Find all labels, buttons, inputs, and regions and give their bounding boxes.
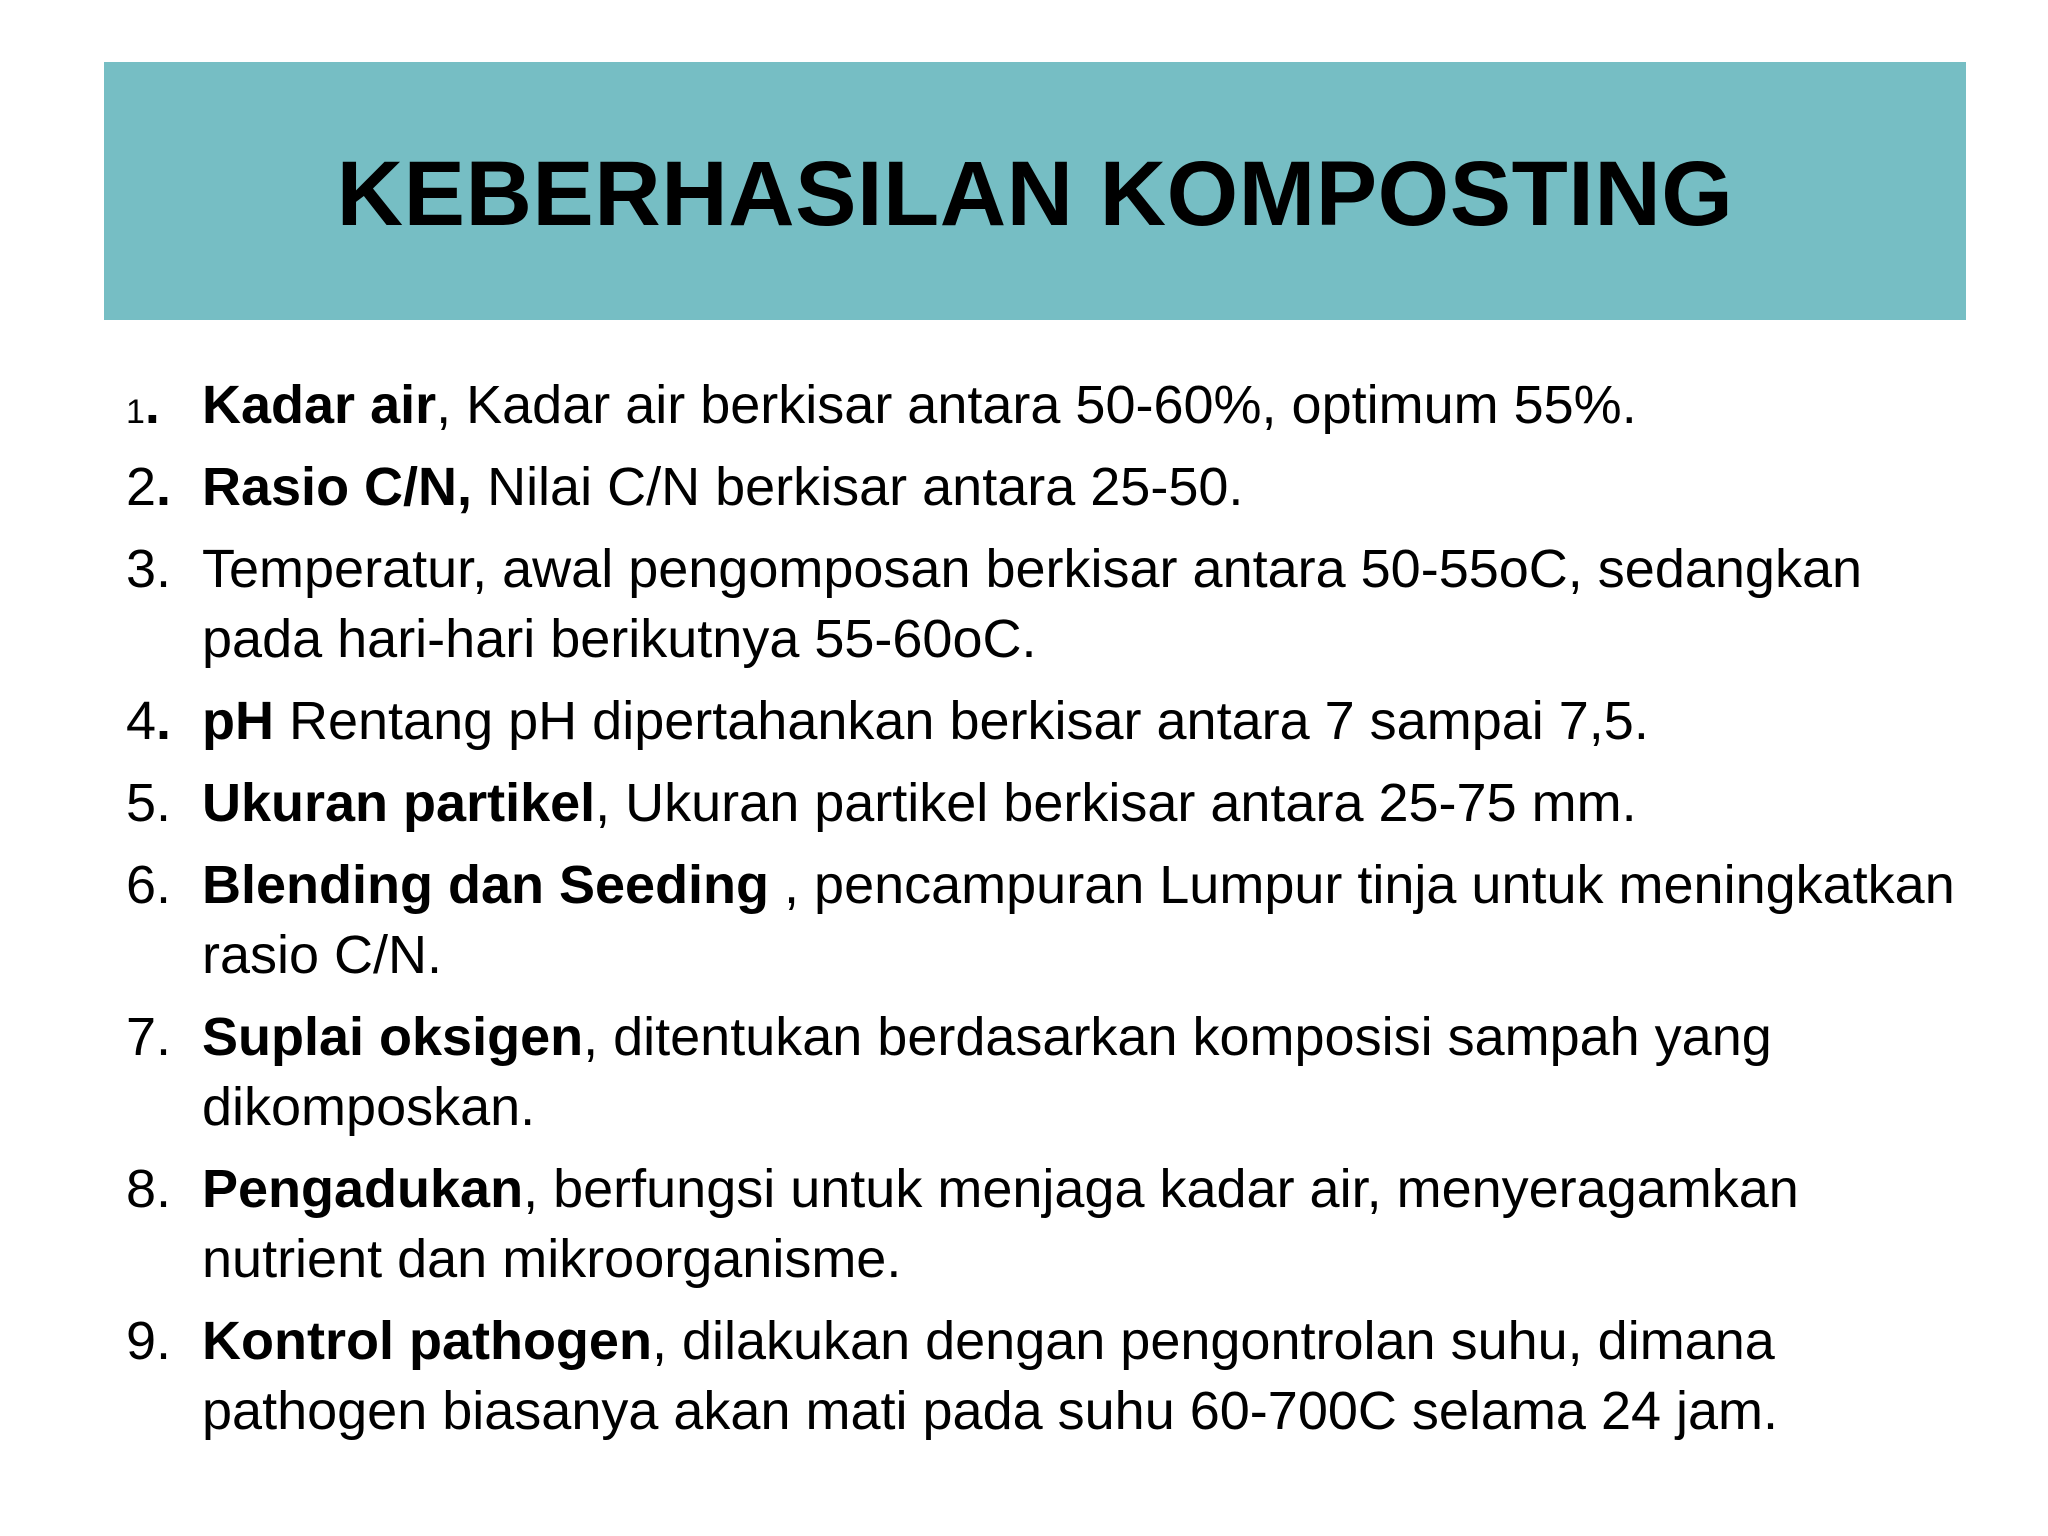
item-number: 2. [126,457,172,517]
list-item [126,850,1966,990]
item-term: Blending dan Seeding [202,855,770,915]
item-term: Suplai oksigen [202,1007,584,1067]
list-item [126,534,1966,674]
item-number: 3. [126,539,172,599]
item-term: Ukuran partikel [202,773,596,833]
criteria-list [126,370,1966,1458]
list-item [126,686,1966,756]
list-item [126,370,1966,440]
item-text: Rentang pH dipertahankan berkisar antara 7 sampai 7,5. [273,691,1649,751]
list-item [126,768,1966,838]
item-number: 4. [126,691,172,751]
title-band [104,62,1966,320]
item-number: 1. [126,375,160,435]
list-item [126,1002,1966,1142]
item-text: Temperatur, awal pengomposan berkisar antara 50-55oC, sedangkan pada hari-hari berikutnya 55-60oC. [202,539,1863,669]
item-text: , Ukuran partikel berkisar antara 25-75 mm. [595,773,1637,833]
item-text: Nilai C/N berkisar antara 25-50. [472,457,1244,517]
list-item [126,1154,1966,1294]
item-text: , Kadar air berkisar antara 50-60%, optimum 55%. [436,375,1637,435]
item-number: 6. [126,855,172,915]
list-item [126,1306,1966,1446]
item-number: 5. [126,773,172,833]
item-number: 9. [126,1311,172,1371]
item-term: Kadar air [202,375,437,435]
item-number: 7. [126,1007,172,1067]
slide-title: KEBERHASILAN KOMPOSTING [336,142,1734,245]
item-text: , berfungsi untuk menjaga kadar air, menyeragamkan nutrient dan mikroorganisme. [202,1159,1799,1289]
item-term: Rasio C/N, [202,457,473,517]
item-term: Pengadukan [202,1159,524,1219]
item-number: 8. [126,1159,172,1219]
item-text: , pencampuran Lumpur tinja untuk meningkatkan rasio C/N. [202,855,1955,985]
list-item [126,452,1966,522]
item-text: , ditentukan berdasarkan komposisi sampah yang dikomposkan. [202,1007,1772,1137]
item-term: pH [202,691,274,751]
item-text: , dilakukan dengan pengontrolan suhu, dimana pathogen biasanya akan mati pada suhu 60-700C selama 24 jam. [202,1311,1779,1441]
item-term: Kontrol pathogen [202,1311,652,1371]
